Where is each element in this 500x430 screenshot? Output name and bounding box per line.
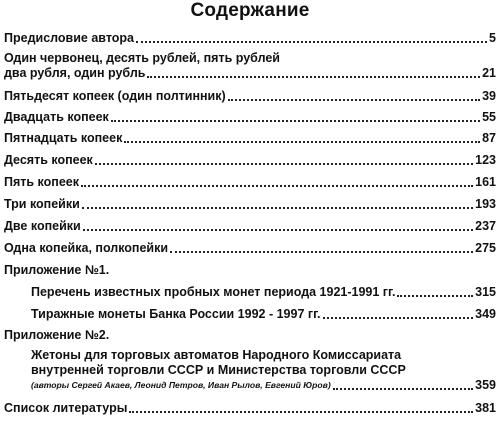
toc-entry-page: 39	[482, 89, 496, 103]
toc-entry-rubles-line1: Один червонец, десять рублей, пять рублей	[4, 51, 280, 65]
toc-entry-page: 359	[475, 378, 496, 392]
dot-leader	[83, 228, 473, 231]
toc-entry-page: 237	[475, 219, 496, 233]
toc-entry-label: Пятнадцать копеек	[4, 131, 123, 145]
toc-entry-page: 315	[475, 285, 496, 299]
toc-entry-label: Две копейки	[4, 219, 81, 233]
toc-entry-label: Пятьдесят копеек (один полтинник)	[4, 89, 226, 103]
page-title: Содержание	[190, 0, 310, 21]
dot-leader	[147, 75, 480, 78]
dot-leader	[82, 206, 473, 209]
dot-leader	[81, 184, 473, 187]
toc-entry-authors: (авторы Сергей Акаев, Леонид Петров, Иван Рылов, Евгений Юров)	[31, 380, 331, 390]
toc-entry-page: 193	[475, 197, 496, 211]
dot-leader	[136, 40, 487, 43]
toc-entry-trial-coins	[31, 285, 496, 300]
dot-leader	[111, 119, 480, 122]
toc-entry-2-kopecks	[4, 219, 496, 234]
toc-entry-label: Три копейки	[4, 197, 80, 211]
toc-entry-label: Пять копеек	[4, 175, 79, 189]
dot-leader	[95, 162, 473, 165]
toc-entry-page: 123	[475, 153, 496, 167]
toc-entry-label: Десять копеек	[4, 153, 93, 167]
toc-entry-20-kopecks	[4, 110, 496, 125]
toc-entry-label: Предисловие автора	[4, 31, 134, 45]
toc-entry-bank-of-russia-coins	[31, 307, 496, 322]
toc-entry-label: Перечень известных пробных монет периода 1921-1991 гг.	[31, 285, 396, 299]
toc-entry-50-kopecks	[4, 89, 496, 104]
toc-entry-label: два рубля, один рубль	[4, 66, 146, 80]
dot-leader	[124, 140, 480, 143]
toc-entry-page: 381	[475, 401, 496, 415]
toc-entry-5-kopecks	[4, 175, 496, 190]
toc-entry-page: 5	[489, 31, 496, 45]
toc-entry-label: Одна копейка, полкопейки	[4, 241, 169, 255]
toc-entry-label: Тиражные монеты Банка России 1992 - 1997 гг.	[31, 307, 321, 321]
toc-entry-page: 21	[482, 66, 496, 80]
dot-leader	[129, 410, 473, 413]
toc-entry-page: 349	[475, 307, 496, 321]
toc-entry-tokens-line1: Жетоны для торговых автоматов Народного Комиссариата	[31, 348, 402, 362]
toc-entry-10-kopecks	[4, 153, 496, 168]
dot-leader	[333, 387, 473, 390]
toc-entry-tokens-line2: внутренней торговли СССР и Министерства торговли СССР	[31, 363, 406, 377]
toc-entry-tokens	[31, 378, 496, 393]
toc-entry-page: 87	[482, 131, 496, 145]
toc-entry-1-kopeck	[4, 241, 496, 256]
dot-leader	[397, 294, 473, 297]
toc-entry-label: Список литературы	[4, 401, 128, 415]
toc-entry-rubles	[4, 66, 496, 81]
toc-entry-page: 275	[475, 241, 496, 255]
dot-leader	[228, 98, 480, 101]
toc-entry-page: 161	[475, 175, 496, 189]
toc-entry-page: 55	[482, 110, 496, 124]
toc-entry-15-kopecks	[4, 131, 496, 146]
appendix-2-heading: Приложение №2.	[4, 328, 110, 342]
dot-leader	[170, 250, 473, 253]
toc-entry-label: Двадцать копеек	[4, 110, 109, 124]
appendix-1-heading: Приложение №1.	[4, 263, 110, 277]
dot-leader	[323, 316, 474, 319]
toc-entry-3-kopecks	[4, 197, 496, 212]
toc-entry-bibliography	[4, 401, 496, 416]
toc-entry-preface	[4, 31, 496, 46]
